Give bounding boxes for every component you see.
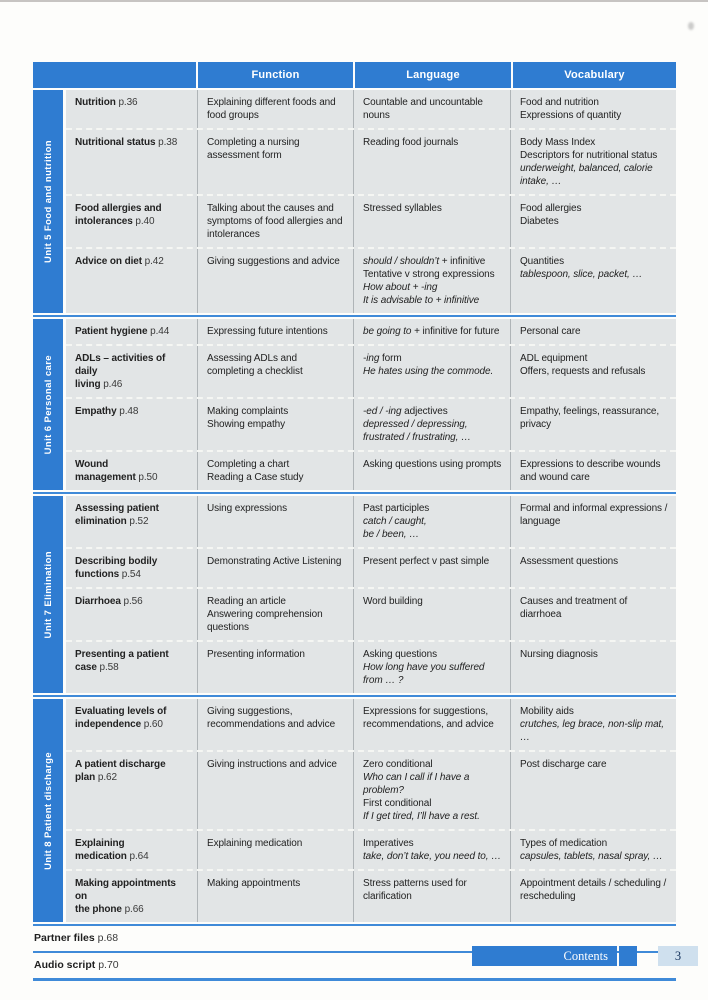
plain-text: Quantities — [520, 256, 565, 267]
plain-text: Making appointments — [207, 878, 301, 889]
unit-divider — [33, 492, 676, 494]
topic-cell — [66, 496, 197, 547]
topic-page-ref: p.56 — [123, 596, 143, 607]
topic-title: Evaluating levels of independence — [75, 706, 167, 730]
cell-line — [520, 648, 668, 661]
plain-text: ADL equipment — [520, 353, 588, 364]
table-row — [66, 547, 676, 587]
vocabulary-cell — [510, 752, 676, 829]
cell-line — [363, 405, 502, 418]
cell-line — [207, 458, 345, 471]
plain-text: Reading a Case study — [207, 472, 304, 483]
cell-line — [520, 109, 668, 122]
cell-line — [363, 648, 502, 661]
topic-title: Assessing patient elimination — [75, 503, 159, 527]
language-cell — [353, 346, 510, 397]
topic-title: Diarrhoea — [75, 596, 121, 607]
table-row — [66, 587, 676, 640]
vocabulary-cell — [510, 699, 676, 750]
cell-line — [207, 595, 345, 608]
topic-title: ADLs – activities of daily living — [75, 353, 166, 390]
function-cell — [197, 452, 353, 490]
language-cell — [353, 589, 510, 640]
italic-text: It is advisable to + infinitive — [363, 295, 480, 306]
plain-text: Stressed syllables — [363, 203, 442, 214]
table-row — [66, 640, 676, 693]
cell-line — [520, 365, 668, 378]
cell-line — [363, 758, 502, 771]
table-row — [66, 247, 676, 313]
unit-sidebar-bar — [33, 699, 63, 922]
cell-line — [520, 758, 668, 771]
plain-text: Present perfect v past simple — [363, 556, 490, 567]
topic-page-ref: p.36 — [118, 97, 138, 108]
plain-text: Body Mass Index — [520, 137, 596, 148]
plain-text: Diabetes — [520, 216, 559, 227]
plain-text: Answering comprehension questions — [207, 609, 323, 633]
cell-line — [207, 502, 345, 515]
unit-rows — [66, 496, 676, 693]
table-row — [66, 397, 676, 450]
vocabulary-cell — [510, 496, 676, 547]
plain-text: Giving suggestions, recommendations and advice — [207, 706, 336, 730]
plain-text: Demonstrating Active Listening — [207, 556, 342, 567]
cell-line — [207, 471, 345, 484]
cell-line — [520, 595, 668, 621]
cell-line — [207, 255, 345, 268]
cell-line — [363, 96, 502, 122]
cell-line — [520, 352, 668, 365]
cell-line — [520, 718, 668, 744]
plain-text: Giving suggestions and advice — [207, 256, 340, 267]
plain-text: Causes and treatment of diarrhoea — [520, 596, 628, 620]
cell-line — [363, 555, 502, 568]
cell-line — [363, 458, 502, 471]
cell-line — [520, 268, 668, 281]
cell-line — [520, 136, 668, 149]
page-number: 3 — [658, 946, 698, 966]
italic-text: be / been, … — [363, 529, 420, 540]
cell-line — [520, 705, 668, 718]
italic-text: If I get tired, I’ll have a rest. — [363, 811, 480, 822]
plain-text: Countable and uncountable nouns — [363, 97, 483, 121]
vocabulary-cell — [510, 871, 676, 922]
plain-text: Post discharge care — [520, 759, 607, 770]
unit-rows — [66, 90, 676, 313]
plain-text: Giving instructions and advice — [207, 759, 337, 770]
cell-line — [207, 405, 345, 418]
function-cell — [197, 346, 353, 397]
cell-line — [363, 281, 502, 294]
vocabulary-cell — [510, 249, 676, 313]
cell-line — [207, 418, 345, 431]
topic-title: Nutrition — [75, 97, 116, 108]
cell-line — [363, 661, 502, 687]
topic-cell — [66, 130, 197, 194]
topic-cell — [66, 249, 197, 313]
topic-title: Describing bodily functions — [75, 556, 158, 580]
language-cell — [353, 496, 510, 547]
topic-title: Making appointments on the phone — [75, 878, 176, 915]
topic-page-ref: p.52 — [129, 516, 149, 527]
table-row — [66, 319, 676, 344]
cell-line — [520, 502, 668, 528]
function-cell — [197, 196, 353, 247]
plain-text: Nursing diagnosis — [520, 649, 598, 660]
vocabulary-cell — [510, 196, 676, 247]
function-cell — [197, 249, 353, 313]
plain-text: + infinitive — [439, 256, 486, 267]
cell-line — [520, 255, 668, 268]
plain-text: Expressions for suggestions, recommendations, and advice — [363, 706, 494, 730]
function-cell — [197, 130, 353, 194]
language-cell — [353, 699, 510, 750]
topic-title: A patient discharge plan — [75, 759, 166, 783]
partner-files-title: Partner files — [34, 932, 95, 944]
cell-line — [207, 202, 345, 241]
plain-text: Reading an article — [207, 596, 286, 607]
cell-line — [363, 810, 502, 823]
function-cell — [197, 699, 353, 750]
function-cell — [197, 589, 353, 640]
italic-text: How about + -ing — [363, 282, 438, 293]
plain-text: Imperatives — [363, 838, 414, 849]
italic-text: Who can I call if I have a problem? — [363, 772, 470, 796]
unit-label: Unit 8 Patient discharge — [42, 751, 54, 870]
topic-page-ref: p.46 — [103, 379, 123, 390]
cell-line — [207, 758, 345, 771]
cell-line — [520, 850, 668, 863]
cell-line — [520, 325, 668, 338]
unit-rows — [66, 319, 676, 490]
cell-line — [363, 255, 502, 268]
italic-text: catch / caught, — [363, 516, 427, 527]
topic-cell — [66, 549, 197, 587]
topic-page-ref: p.66 — [124, 904, 144, 915]
topic-cell — [66, 871, 197, 922]
cell-line — [363, 850, 502, 863]
topic-page-ref: p.48 — [119, 406, 139, 417]
plain-text: Expressions of quantity — [520, 110, 622, 121]
topic-page-ref: p.60 — [143, 719, 163, 730]
topic-page-ref: p.42 — [144, 256, 164, 267]
unit-section — [33, 699, 676, 922]
unit-label: Unit 5 Food and nutrition — [42, 140, 54, 263]
table-row — [66, 750, 676, 829]
unit-section — [33, 319, 676, 490]
italic-text: underweight, balanced, calorie intake, … — [520, 163, 653, 187]
vocabulary-cell — [510, 90, 676, 128]
plain-text: Food allergies — [520, 203, 582, 214]
topic-cell — [66, 831, 197, 869]
unit-divider — [33, 695, 676, 697]
unit-sidebar-bar — [33, 496, 63, 693]
cell-line — [520, 202, 668, 215]
function-cell — [197, 831, 353, 869]
function-cell — [197, 752, 353, 829]
language-cell — [353, 130, 510, 194]
cell-line — [363, 528, 502, 541]
plain-text: Presenting information — [207, 649, 305, 660]
language-cell — [353, 319, 510, 344]
italic-text: be going to — [363, 326, 412, 337]
plain-text: Appointment details / scheduling / rescheduling — [520, 878, 667, 902]
topic-title: Wound management — [75, 459, 136, 483]
unit-section — [33, 496, 676, 693]
function-cell — [197, 319, 353, 344]
cell-line — [363, 365, 502, 378]
cell-line — [207, 352, 345, 378]
vocabulary-cell — [510, 452, 676, 490]
table-header-row — [33, 62, 676, 88]
topic-page-ref: p.50 — [138, 472, 158, 483]
cell-line — [363, 877, 502, 903]
scan-edge-artifact — [0, 0, 708, 2]
function-cell — [197, 549, 353, 587]
plain-text: Types of medication — [520, 838, 608, 849]
table-row — [66, 699, 676, 750]
table-row — [66, 194, 676, 247]
italic-text: How long have you suffered from … ? — [363, 662, 485, 686]
topic-cell — [66, 589, 197, 640]
unit-label: Unit 7 Elimination — [42, 550, 54, 639]
vocabulary-cell — [510, 642, 676, 693]
cell-line — [520, 837, 668, 850]
topic-title: Empathy — [75, 406, 117, 417]
cell-line — [363, 202, 502, 215]
table-row — [66, 450, 676, 490]
plain-text: Asking questions — [363, 649, 438, 660]
cell-line — [207, 877, 345, 890]
topic-page-ref: p.58 — [99, 662, 119, 673]
language-cell — [353, 452, 510, 490]
cell-line — [363, 502, 502, 515]
plain-text: Descriptors for nutritional status — [520, 150, 658, 161]
unit-rows — [66, 699, 676, 922]
plain-text: Expressing future intentions — [207, 326, 328, 337]
italic-text: capsules, tablets, nasal spray, … — [520, 851, 663, 862]
table-row — [66, 496, 676, 547]
plain-text: Asking questions using prompts — [363, 459, 502, 470]
plain-text: + infinitive for future — [411, 326, 500, 337]
cell-line — [207, 837, 345, 850]
language-cell — [353, 752, 510, 829]
language-cell — [353, 549, 510, 587]
vocabulary-cell — [510, 831, 676, 869]
cell-line — [520, 215, 668, 228]
language-cell — [353, 831, 510, 869]
cell-line — [363, 294, 502, 307]
plain-text: First conditional — [363, 798, 432, 809]
plain-text: Food and nutrition — [520, 97, 599, 108]
cell-line — [207, 325, 345, 338]
vocabulary-cell — [510, 549, 676, 587]
cell-line — [207, 136, 345, 162]
italic-text: crutches, leg brace, non-slip mat, … — [520, 719, 664, 743]
function-cell — [197, 871, 353, 922]
contents-table — [33, 62, 676, 981]
function-cell — [197, 496, 353, 547]
table-row — [66, 344, 676, 397]
plain-text: Showing empathy — [207, 419, 285, 430]
cell-line — [520, 96, 668, 109]
contents-tab-notch — [619, 946, 637, 966]
vocabulary-cell — [510, 319, 676, 344]
language-cell — [353, 249, 510, 313]
partner-files-page-ref: p.68 — [97, 932, 119, 944]
topic-page-ref: p.64 — [129, 851, 149, 862]
function-cell — [197, 90, 353, 128]
plain-text: Assessing ADLs and completing a checklist — [207, 353, 303, 377]
plain-text: Mobility aids — [520, 706, 574, 717]
plain-text: Past participles — [363, 503, 430, 514]
cell-line — [363, 352, 502, 365]
topic-title: Nutritional status — [75, 137, 156, 148]
italic-text: He hates using the commode. — [363, 366, 494, 377]
topic-cell — [66, 452, 197, 490]
cell-line — [363, 797, 502, 810]
italic-text: take, don’t take, you need to, … — [363, 851, 502, 862]
topic-title: Explaining medication — [75, 838, 127, 862]
plain-text: Reading food journals — [363, 137, 459, 148]
topic-page-ref: p.44 — [150, 326, 170, 337]
cell-line — [207, 608, 345, 634]
cell-line — [363, 837, 502, 850]
plain-text: Tentative v strong expressions — [363, 269, 495, 280]
italic-text: should / shouldn’t — [363, 256, 440, 267]
scan-artifact — [688, 22, 694, 30]
plain-text: Explaining medication — [207, 838, 303, 849]
cell-line — [207, 96, 345, 122]
vocabulary-cell — [510, 130, 676, 194]
plain-text: Making complaints — [207, 406, 289, 417]
italic-text: depressed / depressing, frustrated / frustrating, … — [363, 419, 471, 443]
topic-page-ref: p.62 — [97, 772, 117, 783]
plain-text: Zero conditional — [363, 759, 433, 770]
plain-text: Stress patterns used for clarification — [363, 878, 467, 902]
topic-title: Food allergies and intolerances — [75, 203, 162, 227]
plain-text: Explaining different foods and food groups — [207, 97, 336, 121]
table-row — [66, 128, 676, 194]
cell-line — [363, 771, 502, 797]
unit-section — [33, 90, 676, 313]
header-function: Function — [198, 62, 353, 88]
cell-line — [363, 515, 502, 528]
cell-line — [363, 325, 502, 338]
topic-title: Patient hygiene — [75, 326, 148, 337]
cell-line — [520, 555, 668, 568]
topic-cell — [66, 642, 197, 693]
topic-cell — [66, 699, 197, 750]
plain-text: Talking about the causes and symptoms of food allergies and intolerances — [207, 203, 343, 240]
topic-page-ref: p.54 — [121, 569, 141, 580]
plain-text: Offers, requests and refusals — [520, 366, 646, 377]
cell-line — [520, 162, 668, 188]
unit-sidebar-bar — [33, 90, 63, 313]
topic-cell — [66, 346, 197, 397]
cell-line — [363, 595, 502, 608]
italic-text: tablespoon, slice, packet, … — [520, 269, 643, 280]
topic-cell — [66, 752, 197, 829]
cell-line — [520, 149, 668, 162]
topic-cell — [66, 399, 197, 450]
plain-text: Personal care — [520, 326, 581, 337]
audio-script-page-ref: p.70 — [98, 959, 119, 971]
topic-page-ref: p.38 — [158, 137, 178, 148]
header-vocabulary: Vocabulary — [513, 62, 676, 88]
plain-text: Formal and informal expressions / language — [520, 503, 668, 527]
audio-script-title: Audio script — [34, 959, 96, 971]
cell-line — [520, 877, 668, 903]
table-row — [66, 829, 676, 869]
language-cell — [353, 642, 510, 693]
function-cell — [197, 642, 353, 693]
italic-text: -ed / -ing — [363, 406, 402, 417]
table-row — [66, 869, 676, 922]
units-container — [33, 90, 676, 922]
language-cell — [353, 196, 510, 247]
topic-title: Advice on diet — [75, 256, 142, 267]
cell-line — [363, 268, 502, 281]
plain-text: form — [379, 353, 402, 364]
cell-line — [363, 418, 502, 444]
topic-page-ref: p.40 — [135, 216, 155, 227]
plain-text: Assessment questions — [520, 556, 619, 567]
vocabulary-cell — [510, 589, 676, 640]
topic-cell — [66, 90, 197, 128]
table-row — [66, 90, 676, 128]
cell-line — [207, 555, 345, 568]
header-language: Language — [355, 62, 511, 88]
vocabulary-cell — [510, 399, 676, 450]
cell-line — [363, 136, 502, 149]
topic-cell — [66, 196, 197, 247]
cell-line — [207, 648, 345, 661]
plain-text: Completing a nursing assessment form — [207, 137, 300, 161]
header-spacer-cell — [33, 62, 196, 88]
plain-text: adjectives — [401, 406, 448, 417]
cell-line — [520, 405, 668, 431]
unit-divider — [33, 315, 676, 317]
language-cell — [353, 871, 510, 922]
italic-text: -ing — [363, 353, 380, 364]
cell-line — [207, 705, 345, 731]
function-cell — [197, 399, 353, 450]
unit-label: Unit 6 Personal care — [42, 354, 54, 455]
topic-cell — [66, 319, 197, 344]
language-cell — [353, 399, 510, 450]
contents-tab: Contents — [472, 946, 617, 966]
cell-line — [363, 705, 502, 731]
plain-text: Completing a chart — [207, 459, 290, 470]
plain-text: Word building — [363, 596, 423, 607]
cell-line — [520, 458, 668, 484]
topic-title: Presenting a patient case — [75, 649, 169, 673]
language-cell — [353, 90, 510, 128]
plain-text: Expressions to describe wounds and wound care — [520, 459, 661, 483]
plain-text: Empathy, feelings, reassurance, privacy — [520, 406, 660, 430]
unit-sidebar-bar — [33, 319, 63, 490]
plain-text: Using expressions — [207, 503, 288, 514]
vocabulary-cell — [510, 346, 676, 397]
